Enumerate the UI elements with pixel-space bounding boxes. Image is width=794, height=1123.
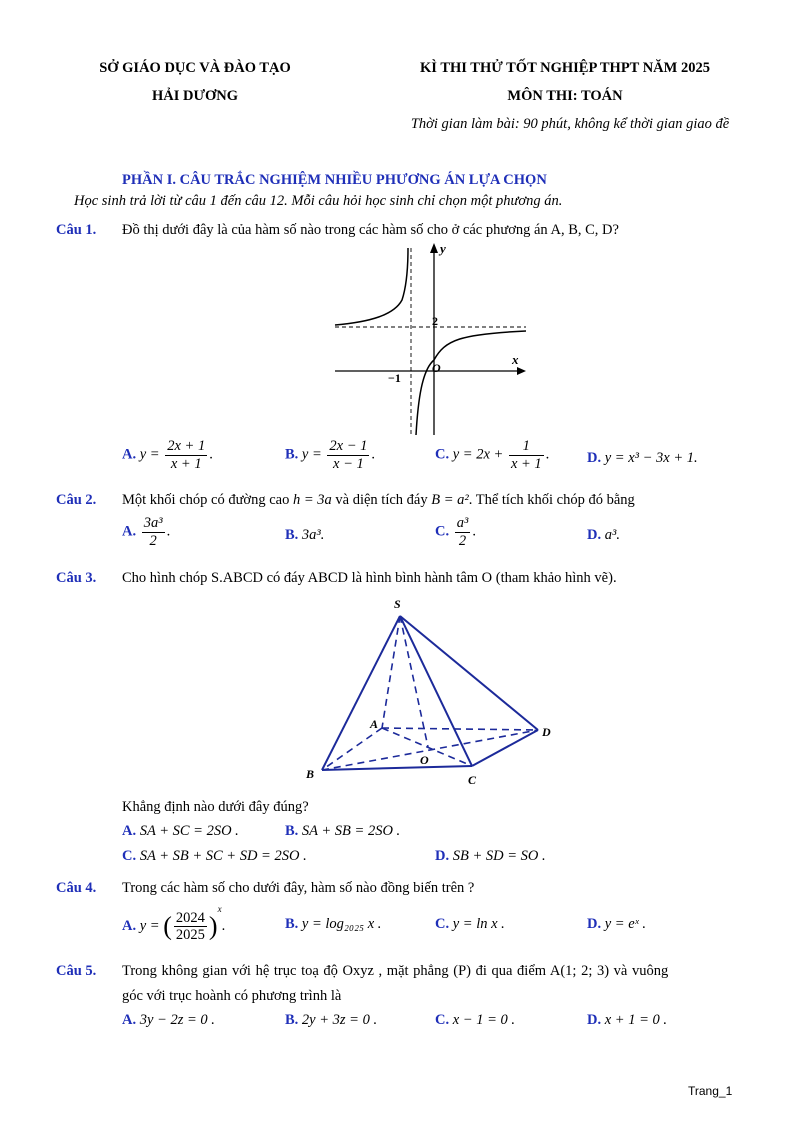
q1-option-d-label: D.: [587, 450, 602, 466]
q1-option-a-fraction: [165, 438, 207, 472]
header-right-line1: KÌ THI THỬ TỐT NGHIỆP THPT NĂM 2025: [420, 60, 710, 76]
q4-option-b-label: B.: [285, 916, 299, 932]
q1-y-axis-arrow: [430, 243, 438, 253]
q1-option-b-label: B.: [285, 446, 299, 463]
q1-label: Câu 1.: [56, 222, 97, 238]
q1-option-c: [435, 438, 549, 472]
q1-curve-left-branch: [335, 248, 408, 325]
q1-graph: [330, 240, 530, 436]
q3-diagonal-BD: [322, 730, 538, 770]
q3-option-c-label: C.: [122, 848, 137, 864]
page-number: Trang_1: [688, 1084, 733, 1098]
header-left-line2: HẢI DƯƠNG: [151, 88, 239, 104]
q2-text-c: . Thể tích khối chóp đó bằng: [468, 492, 635, 508]
q1-option-d: [587, 450, 698, 467]
section-title: PHẦN I. CÂU TRẮC NGHIỆM NHIỀU PHƯƠNG ÁN LỰA CHỌN: [122, 172, 547, 188]
section-instruction: Học sinh trả lời từ câu 1 đến câu 12. Mỗi câu hỏi học sinh chỉ chọn một phương án.: [74, 193, 563, 209]
q5-option-c: [435, 1012, 515, 1029]
q5-option-a-text: 3y − 2z = 0 .: [139, 1012, 215, 1028]
q3-option-d: [435, 848, 546, 865]
q5-option-c-label: C.: [435, 1012, 450, 1028]
q2-option-c-den: 2: [458, 532, 467, 549]
q3-option-d-text: SB + SD = SO .: [452, 848, 546, 864]
q5-option-d: [587, 1012, 667, 1029]
q3-point-A: A: [370, 717, 379, 731]
q2-option-a-post: .: [166, 523, 171, 540]
q1-option-b-fraction: [327, 438, 369, 472]
q2-option-c-fraction: [455, 515, 471, 549]
q3-point-O: O: [420, 753, 429, 767]
q5-option-b: [285, 1012, 377, 1029]
q2-option-b-label: B.: [285, 527, 299, 543]
q1-origin-label: O: [432, 361, 441, 375]
q4-option-b-text: y = log₂₀₂₅ x .: [301, 916, 382, 932]
q5-option-b-label: B.: [285, 1012, 299, 1028]
q2-expr-h: h = 3a: [292, 492, 332, 508]
q2-text-a: Một khối chóp có đường cao: [122, 492, 290, 508]
q2-option-d: [587, 527, 620, 544]
q5-option-b-text: 2y + 3z = 0 .: [301, 1012, 378, 1028]
q1-option-b-pre: y =: [301, 446, 322, 463]
q2-option-b: [285, 527, 324, 544]
q1-option-b-post: .: [371, 446, 376, 463]
q5-text-line1: Trong không gian với hệ trục toạ độ Oxyz , mặt phẳng (P) đi qua điểm A(1; 2; 3) và vuông: [122, 963, 669, 979]
q2-option-c: [435, 515, 476, 549]
q3-option-b-text: SA + SB = 2SO .: [301, 823, 401, 839]
q3-point-S: S: [394, 597, 401, 611]
q3-pyramid-figure: [300, 592, 560, 792]
q2-option-c-num: a³: [456, 515, 469, 531]
q3-option-a: [122, 823, 239, 840]
q3-edge-AD: [382, 728, 538, 730]
q4-option-a-fraction: [174, 910, 207, 944]
q5-option-a: [122, 1012, 215, 1029]
q4-option-a-paren-close: ): [208, 911, 218, 941]
q2-option-a: [122, 515, 170, 549]
q4-option-d-text: y = eˣ .: [604, 916, 646, 932]
q4-option-a-pre: y =: [139, 918, 160, 934]
q2-label: Câu 2.: [56, 492, 97, 508]
q4-option-a: [122, 904, 225, 944]
q1-curve-right-branch: [416, 331, 526, 435]
q3-edge-SC: [400, 616, 472, 766]
q3-label: Câu 3.: [56, 570, 97, 586]
q3-option-c: [122, 848, 307, 865]
q2-text-b: và diện tích đáy: [335, 492, 428, 508]
q2-option-a-fraction: [142, 515, 165, 549]
q2-option-a-den: 2: [149, 532, 157, 549]
q1-option-a-den: x + 1: [170, 455, 202, 472]
q1-option-c-label: C.: [435, 446, 450, 463]
q1-tick-y-label: 2: [432, 314, 438, 328]
q4-option-d-label: D.: [587, 916, 602, 932]
q2-option-b-text: 3a³.: [301, 527, 325, 543]
q1-option-a-pre: y =: [139, 446, 160, 463]
header-right-line3: Thời gian làm bài: 90 phút, không kể thời gian giao đề: [410, 116, 730, 132]
q5-option-d-label: D.: [587, 1012, 602, 1028]
q4-option-c-text: y = ln x .: [452, 916, 505, 932]
q4-option-c: [435, 916, 505, 933]
q1-option-d-text: y = x³ − 3x + 1.: [604, 450, 698, 466]
q4-option-a-exp: x: [217, 904, 222, 914]
q1-y-label: y: [440, 241, 446, 256]
q4-option-a-label: A.: [122, 918, 137, 934]
q1-option-b: [285, 438, 375, 472]
q1-text: Đồ thị dưới đây là của hàm số nào trong các hàm số cho ở các phương án A, B, C, D?: [122, 222, 619, 238]
q1-x-axis-arrow: [517, 367, 526, 375]
q3-option-a-text: SA + SC = 2SO .: [139, 823, 239, 839]
q2-option-d-label: D.: [587, 527, 602, 543]
q1-option-c-den: x + 1: [510, 455, 542, 472]
q5-text-line2: góc với trục hoành có phương trình là: [122, 988, 342, 1004]
q3-point-B: B: [306, 767, 315, 781]
q1-option-a-label: A.: [122, 446, 137, 463]
q4-option-a-num: 2024: [175, 909, 205, 926]
q1-option-b-num: 2x − 1: [329, 438, 368, 454]
q3-point-C: C: [468, 773, 477, 787]
q4-option-a-paren-open: (: [163, 911, 172, 941]
q3-option-a-label: A.: [122, 823, 137, 839]
q1-option-c-num: 1: [509, 438, 544, 456]
q3-edge-BC: [322, 766, 472, 770]
q2-option-d-text: a³.: [604, 527, 620, 543]
header-left-line1: SỞ GIÁO DỤC VÀ ĐÀO TẠO: [99, 60, 291, 76]
q2-option-c-post: .: [472, 523, 476, 540]
q2-option-a-label: A.: [122, 523, 137, 540]
q3-text: Cho hình chóp S.ABCD có đáy ABCD là hình bình hành tâm O (tham khảo hình vẽ).: [122, 570, 617, 586]
q3-option-d-label: D.: [435, 848, 450, 864]
q5-label: Câu 5.: [56, 963, 97, 979]
q4-option-b: [285, 916, 381, 933]
q3-option-b: [285, 823, 400, 840]
q3-option-b-label: B.: [285, 823, 299, 839]
q1-tick-x-label: −1: [388, 371, 401, 385]
q2-option-c-label: C.: [435, 523, 450, 540]
q3-prompt: Khẳng định nào dưới đây đúng?: [122, 799, 309, 815]
q5-option-d-text: x + 1 = 0 .: [604, 1012, 667, 1028]
q4-option-c-label: C.: [435, 916, 450, 932]
q5-option-a-label: A.: [122, 1012, 137, 1028]
q5-option-c-text: x − 1 = 0 .: [452, 1012, 515, 1028]
q2-text: [122, 492, 635, 509]
q4-text: Trong các hàm số cho dưới đây, hàm số nào đồng biến trên ?: [122, 880, 475, 896]
q3-point-D: D: [542, 725, 551, 739]
q1-option-b-den: x − 1: [333, 455, 364, 472]
q4-option-d: [587, 916, 646, 933]
q1-option-a-post: .: [209, 446, 213, 463]
q1-option-c-post: .: [545, 446, 550, 463]
q1-option-c-pre: y = 2x +: [452, 446, 504, 463]
q4-option-a-den: 2025: [175, 927, 205, 944]
q1-x-label: x: [512, 352, 519, 367]
q2-expr-B: B = a²: [431, 492, 469, 508]
q3-option-c-text: SA + SB + SC + SD = 2SO .: [139, 848, 307, 864]
q4-label: Câu 4.: [56, 880, 97, 896]
q1-option-c-fraction: [509, 438, 544, 472]
header-right-line2: MÔN THI: TOÁN: [507, 88, 623, 104]
q1-option-a-num: 2x + 1: [167, 438, 206, 454]
q2-option-a-num: 3a³: [143, 515, 163, 531]
q1-option-a: [122, 438, 213, 472]
q4-option-a-post: .: [221, 918, 226, 934]
